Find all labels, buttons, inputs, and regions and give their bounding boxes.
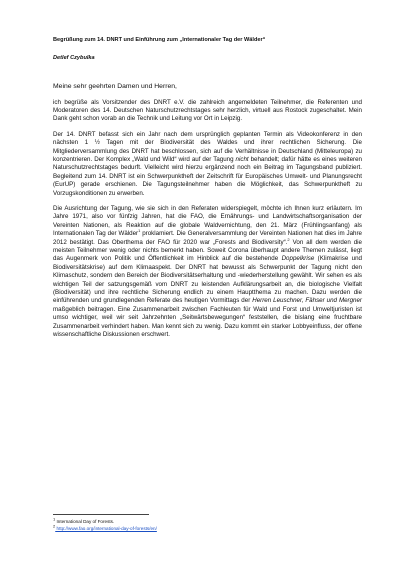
footnotes — [53, 518, 363, 532]
footnote-1 — [53, 518, 363, 525]
paragraph-3 — [53, 205, 362, 340]
paragraph-3-emphasis-2: Herren Leuschner, Fähser und Mergner — [252, 297, 362, 305]
paragraph-1: ich begrüße als Vorsitzender des DNRT e.V. die zahlreich angemeldeten Teilnehmer, die Referenten und Moderatoren des 14. Deutschen Naturschutzrechtstages sehr herzlich, virtuell aus Rostock zugeschaltet. Mein Dank geht schon vorab an die Technik und Leitung vor Ort in Leipzig. — [53, 98, 362, 123]
footnote-link[interactable]: http://www.fao.org/international-day-of-forests/en/ — [55, 526, 157, 531]
paragraph-3-text-a: Die Ausrichtung der Tagung, wie sie sich in den Referaten widerspiegelt, möchte ich Ihnen kurz erläutern. Im Jahre 1971, also vor fünfzig Jahren, hat die FAO, die Ernährungs- und Landwirtschaftsorganisation der Vereinten Nationen, als Reaktion auf die globale Waldvernichtung, den 21. März (Frühlingsanfang) als Internationalen Tag der Wälder — [53, 204, 362, 238]
paragraph-2-text-a: Der 14. DNRT befasst sich ein Jahr nach dem ursprünglich geplanten Termin als Videokonferenz in den nächsten 1 ½ Tagen mit der Biodiversität des Waldes und ihrer rechtlichen Sicherung. Die Mitgliederversammlung des DNRT hat beschlossen, sich auf die Verhältnisse in Deutschland (Mitteleuropa) zu konzentrieren. Der Komplex „Wald und Wild“ wird auf der Tagung — [53, 130, 362, 163]
paragraph-2-text-b: behandelt; dafür hätte es eines weiteren Naturschutzrechtstages bedurft. Vielleicht wird hierzu ergänzend noch ein Beitrag im Tagungsband publiziert. Begleitend zum 14. DNRT ist ein Schwerpunktheft der Zeitschrift für Europäisches Umwelt- und Planungsrecht (EurUP) gerade erschienen. Die Tagungsteilnehmer haben die Möglichkeit, das Schwerpunktheft zu Vorzugskonditionen zu erwerben. — [53, 155, 362, 197]
paragraph-3-text-c: Von all dem werden die meisten Teilnehmer wenig oder nichts bemerkt haben. Soweit Corona überhaupt andere Themen zulässt, liegt das Augenmerk von Politik und Öffentlichkeit im Hinblick auf die bestehende — [53, 238, 362, 263]
footnote-2 — [53, 525, 363, 532]
author-name: Detlef Czybulka — [53, 55, 95, 61]
footnote-number: 1 — [53, 516, 56, 522]
paragraph-3-text-d: (Klimakrise und Biodiversitätskrise) auf dem Klimaaspekt. Der DNRT hat bewusst als Schwerpunkt der Tagung nicht den Klimaschutz, sondern den Bereich der Biodiversitätserhaltung und -wiederherstellung gewählt. Wir sehen es als wichtigen Teil der satzungsgemäß vom DNRT zu leistenden Aufklärungsarbeit an, die biologische Vielfalt (Biodiversität) und ihre rechtliche Sicherung endlich zu einem Hauptthema zu machen. Dazu werden die einführenden und grundlegenden Referate des heutigen Vormittags der — [53, 255, 362, 305]
paragraph-2 — [53, 131, 362, 198]
paragraph-3-emphasis-1: Doppelkrise — [281, 255, 315, 263]
document-title: Begrüßung zum 14. DNRT und Einführung zum „Internationaler Tag der Wälder“ — [53, 37, 266, 43]
footnote-ref-2[interactable]: 2 — [287, 236, 290, 242]
footnote-ref-1[interactable]: 1 — [138, 228, 141, 234]
salutation: Meine sehr geehrten Damen und Herren, — [53, 83, 177, 90]
paragraph-3-text-b: proklamiert. Die Generalversammlung der Vereinten Nationen hat dies im Jahre 2012 bestätigt. Das Oberthema der FAO für 2020 war „Forests and Biodiversity“. — [53, 230, 362, 246]
footnote-number: 2 — [53, 523, 56, 529]
paragraph-3-text-e: maßgeblich beitragen. Eine Zusammenarbeit zwischen Fachleuten für Wald und Forst und Umweltjuristen ist umso wichtiger, weil wir seit Jahrzehnten „Seitwärtsbewegungen“ feststellen, die bislang eine fruchtbare Zusammenarbeit verhindert haben. Man kennt sich zu wenig. Dazu kommt ein starker Lobbyeinfluss, der offene wissenschaftliche Diskussionen erschwert. — [53, 305, 362, 339]
footnote-divider — [53, 514, 149, 515]
paragraph-2-emphasis: nicht — [235, 155, 249, 163]
footnote-text: International Day of Forests. — [55, 519, 115, 524]
